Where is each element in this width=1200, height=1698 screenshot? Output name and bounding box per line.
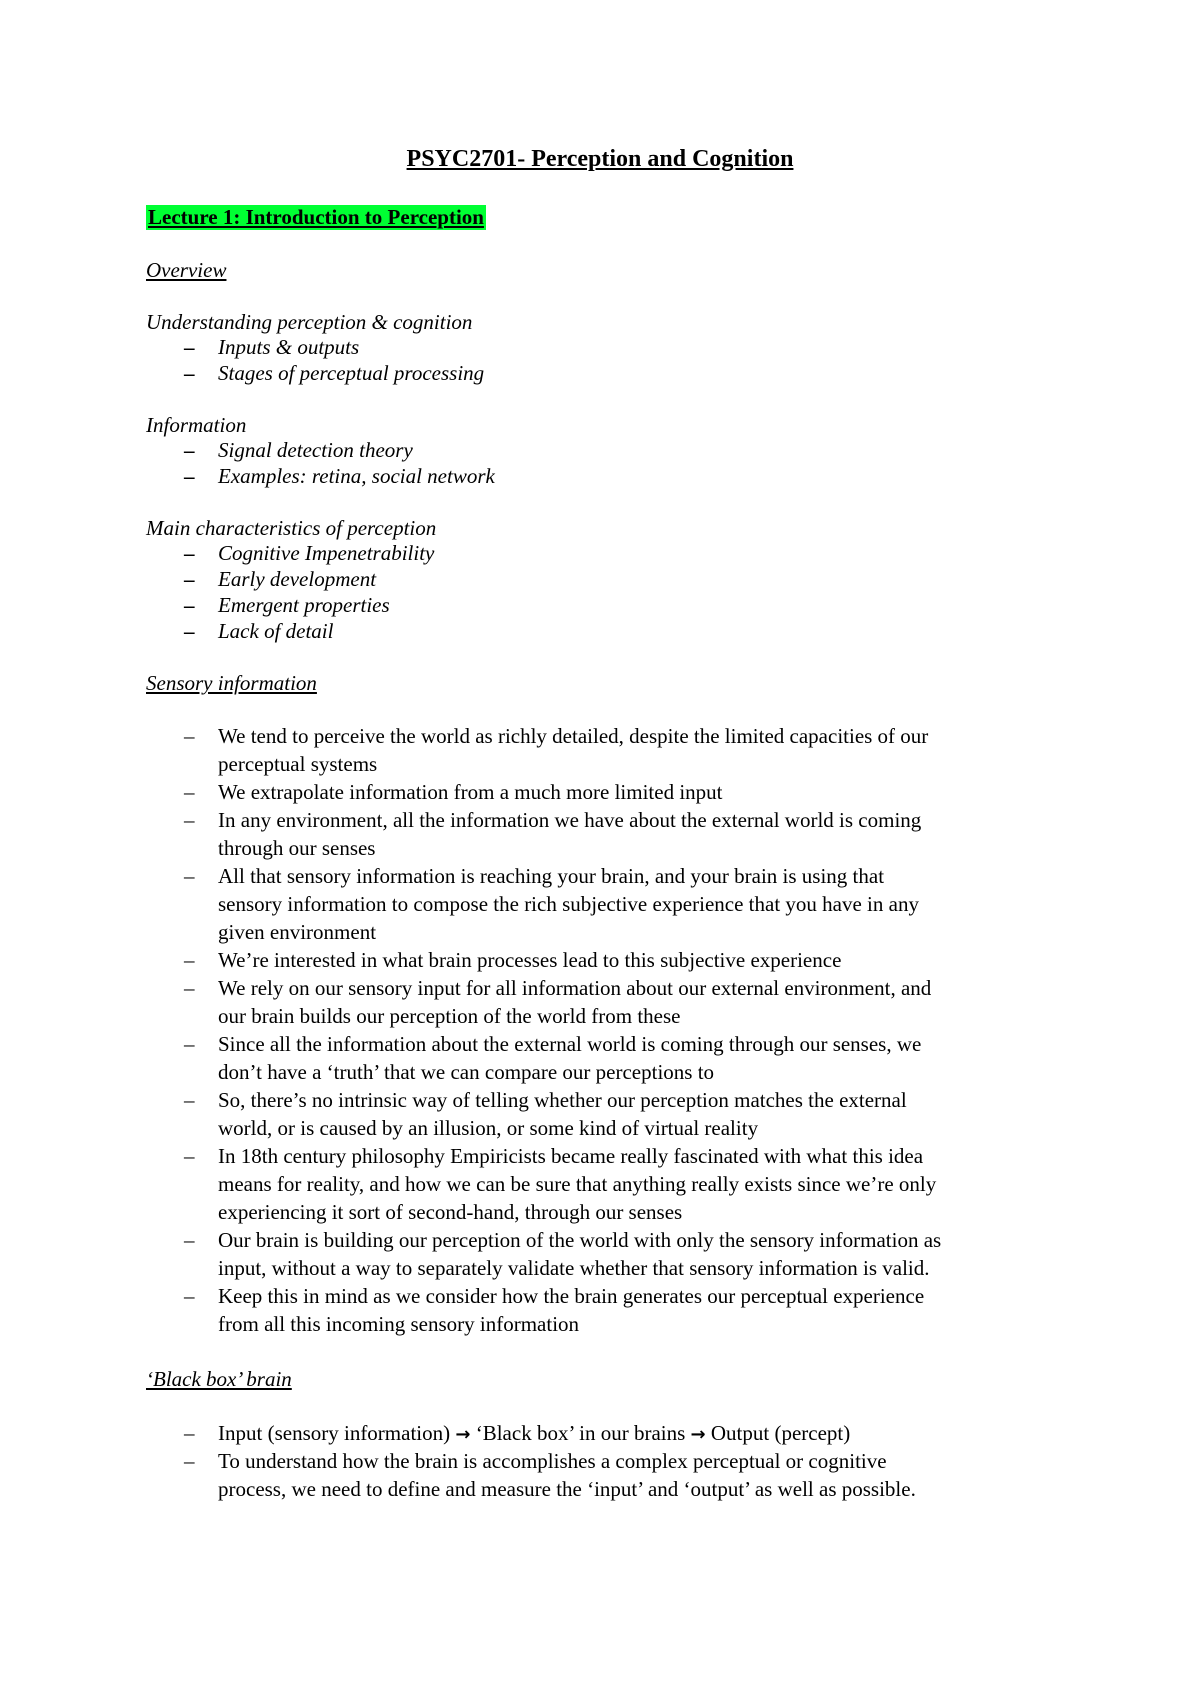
list-item-continuation: don’t have a ‘truth’ that we can compare our perceptions to — [218, 1060, 715, 1084]
list-item-continuation: perceptual systems — [218, 752, 378, 776]
list-item — [184, 722, 929, 750]
list-item — [184, 1447, 887, 1475]
list-item — [184, 1226, 942, 1254]
list-item-text: Output (percept) — [705, 1421, 851, 1445]
list-item — [184, 462, 495, 490]
list-item — [184, 862, 885, 890]
bullet-dash: – — [184, 808, 195, 832]
bullet-dash: – — [184, 1088, 195, 1112]
list-item — [184, 359, 485, 387]
list-item-text: All that sensory information is reaching your brain, and your brain is using that — [218, 864, 885, 888]
list-item-text: Input (sensory information) — [218, 1421, 456, 1445]
list-item — [184, 778, 723, 806]
list-item-text: Keep this in mind as we consider how the brain generates our perceptual experience — [218, 1284, 925, 1308]
section-heading: Understanding perception & cognition — [146, 310, 473, 334]
list-item-text: Early development — [218, 567, 377, 591]
list-item — [184, 1142, 924, 1170]
list-item-continuation: input, without a way to separately validate whether that sensory information is valid. — [218, 1256, 930, 1280]
list-item-text: We rely on our sensory input for all information about our external environment, and — [218, 976, 932, 1000]
list-item-text: In any environment, all the information we have about the external world is coming — [218, 808, 922, 832]
list-item-text: Inputs & outputs — [218, 335, 360, 359]
list-item-text: Emergent properties — [218, 593, 390, 617]
bullet-dash: – — [184, 1144, 195, 1168]
list-item — [184, 565, 377, 593]
bullet-dash: – — [184, 976, 195, 1000]
list-item-text: ‘Black box’ in our brains — [470, 1421, 691, 1445]
list-item — [184, 1030, 922, 1058]
list-item-continuation: through our senses — [218, 836, 376, 860]
list-item — [184, 946, 842, 974]
list-item-continuation: sensory information to compose the rich subjective experience that you have in any — [218, 892, 919, 916]
bullet-dash: – — [184, 464, 195, 488]
list-item-continuation: world, or is caused by an illusion, or some kind of virtual reality — [218, 1116, 759, 1140]
list-item-text: To understand how the brain is accomplishes a complex perceptual or cognitive — [218, 1449, 887, 1473]
bullet-dash: – — [184, 780, 195, 804]
list-item-continuation: our brain builds our perception of the world from these — [218, 1004, 681, 1028]
list-item-continuation: process, we need to define and measure the ‘input’ and ‘output’ as well as possible. — [218, 1477, 916, 1501]
bullet-dash: – — [184, 541, 195, 565]
list-item — [184, 1086, 907, 1114]
section-heading: Information — [146, 413, 247, 437]
list-item — [184, 1282, 925, 1310]
bullet-dash: – — [184, 864, 195, 888]
bullet-dash: – — [184, 567, 195, 591]
bullet-dash: – — [184, 1228, 195, 1252]
section-heading: Main characteristics of perception — [146, 516, 437, 540]
bullet-dash: – — [184, 1449, 195, 1473]
arrow-right-icon: → — [455, 1424, 471, 1445]
bullet-dash: – — [184, 619, 195, 643]
bullet-dash: – — [184, 593, 195, 617]
list-item-text: Stages of perceptual processing — [218, 361, 485, 385]
bullet-dash: – — [184, 361, 195, 385]
list-item-text: Since all the information about the external world is coming through our senses, we — [218, 1032, 922, 1056]
list-item-continuation: from all this incoming sensory information — [218, 1312, 580, 1336]
list-item — [184, 591, 390, 619]
list-item-text: We extrapolate information from a much more limited input — [218, 780, 723, 804]
list-item — [184, 617, 334, 645]
list-item-text: Signal detection theory — [218, 438, 413, 462]
blackbox-heading: ‘Black box’ brain — [146, 1367, 292, 1391]
list-item — [184, 1419, 851, 1449]
bullet-dash: – — [184, 1032, 195, 1056]
list-item — [184, 539, 435, 567]
list-item — [184, 974, 932, 1002]
lecture-heading: Lecture 1: Introduction to Perception — [148, 205, 484, 229]
bullet-dash: – — [184, 948, 195, 972]
list-item-text: So, there’s no intrinsic way of telling whether our perception matches the external — [218, 1088, 907, 1112]
arrow-right-icon: → — [690, 1424, 706, 1445]
list-item-text: In 18th century philosophy Empiricists became really fascinated with what this idea — [218, 1144, 924, 1168]
list-item-text: Our brain is building our perception of the world with only the sensory information as — [218, 1228, 942, 1252]
bullet-dash: – — [184, 335, 195, 359]
list-item-text: Cognitive Impenetrability — [218, 541, 435, 565]
bullet-dash: – — [184, 438, 195, 462]
overview-heading: Overview — [146, 258, 227, 282]
list-item-text: We’re interested in what brain processes lead to this subjective experience — [218, 948, 842, 972]
sensory-heading: Sensory information — [146, 671, 317, 695]
document-title: PSYC2701- Perception and Cognition — [406, 146, 794, 172]
list-item-text: Lack of detail — [218, 619, 334, 643]
list-item-text: Examples: retina, social network — [218, 464, 495, 488]
bullet-dash: – — [184, 724, 195, 748]
list-item — [184, 436, 413, 464]
list-item-text: We tend to perceive the world as richly detailed, despite the limited capacities of our — [218, 724, 929, 748]
list-item-continuation: experiencing it sort of second-hand, through our senses — [218, 1200, 683, 1224]
list-item-continuation: given environment — [218, 920, 377, 944]
list-item — [184, 333, 360, 361]
bullet-dash: – — [184, 1421, 195, 1445]
list-item — [184, 806, 922, 834]
bullet-dash: – — [184, 1284, 195, 1308]
list-item-continuation: means for reality, and how we can be sure that anything really exists since we’re only — [218, 1172, 937, 1196]
